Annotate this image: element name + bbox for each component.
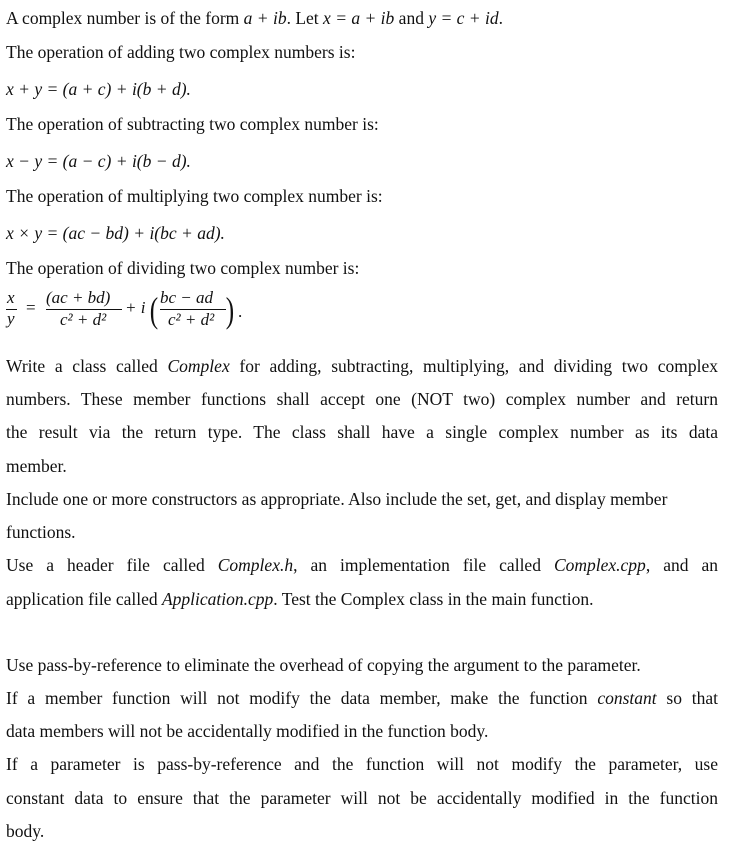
complex-form-math: a + ib: [243, 8, 287, 28]
lhs-denominator: y: [7, 309, 15, 328]
x-definition-math: x = a + ib: [323, 8, 395, 28]
div-equals: =: [26, 298, 36, 317]
para2-line-2: functions.: [6, 522, 76, 542]
para1-line-4: member.: [6, 456, 67, 476]
mul-label: The operation of multiplying two complex number is:: [6, 186, 383, 206]
para6-line-1: If a parameter is pass-by-reference and the function will not modify the parameter, use: [6, 754, 718, 774]
para3-line-2: application file called Application.cpp. Test the Complex class in the main function.: [6, 589, 594, 609]
intro-and-text: and: [394, 8, 429, 28]
para1-line-2: numbers. These member functions shall accept one (NOT two) complex number and return: [6, 389, 718, 409]
sub-formula: x − y = (a − c) + i(b − d).: [6, 151, 191, 171]
mul-formula: x × y = (ac − bd) + i(bc + ad).: [6, 223, 225, 243]
para5-line-2: data members will not be accidentally modified in the function body.: [6, 721, 489, 741]
div-end: .: [238, 302, 243, 321]
y-definition-math: y = c + id: [428, 8, 499, 28]
div-formula: [6, 288, 266, 340]
para5-line-1: If a member function will not modify the data member, make the function constant so that: [6, 688, 718, 708]
lhs-numerator: x: [7, 288, 15, 307]
left-paren: (: [149, 290, 159, 330]
plus-i: + i: [125, 298, 146, 317]
first-numerator: (ac + bd): [46, 288, 111, 307]
intro-text: A complex number is of the form: [6, 8, 244, 28]
intro-let-text: . Let: [286, 8, 324, 28]
right-paren: ): [225, 290, 235, 330]
sub-label: The operation of subtracting two complex number is:: [6, 114, 379, 134]
add-formula: x + y = (a + c) + i(b + d).: [6, 79, 191, 99]
para1-line-3: the result via the return type. The class shall have a single complex number as its data: [6, 422, 718, 442]
intro-line: [6, 7, 503, 29]
para6-line-2: constant data to ensure that the parameter will not be accidentally modified in the function: [6, 788, 718, 808]
para4-line-1: Use pass-by-reference to eliminate the overhead of copying the argument to the parameter.: [6, 655, 641, 675]
intro-end-text: .: [498, 8, 503, 28]
first-denominator: c² + d²: [60, 310, 107, 329]
div-label: The operation of dividing two complex number is:: [6, 258, 360, 278]
second-denominator: c² + d²: [168, 310, 215, 329]
para1-line-1: Write a class called Complex for adding, subtracting, multiplying, and dividing two complex: [6, 356, 719, 376]
para2-line-1: Include one or more constructors as appropriate. Also include the set, get, and display member: [6, 489, 668, 509]
para3-line-1: Use a header file called Complex.h, an implementation file called Complex.cpp, and an: [6, 555, 718, 575]
para6-line-3: body.: [6, 821, 45, 841]
add-label: The operation of adding two complex numbers is:: [6, 42, 356, 62]
second-numerator: bc − ad: [160, 288, 214, 307]
